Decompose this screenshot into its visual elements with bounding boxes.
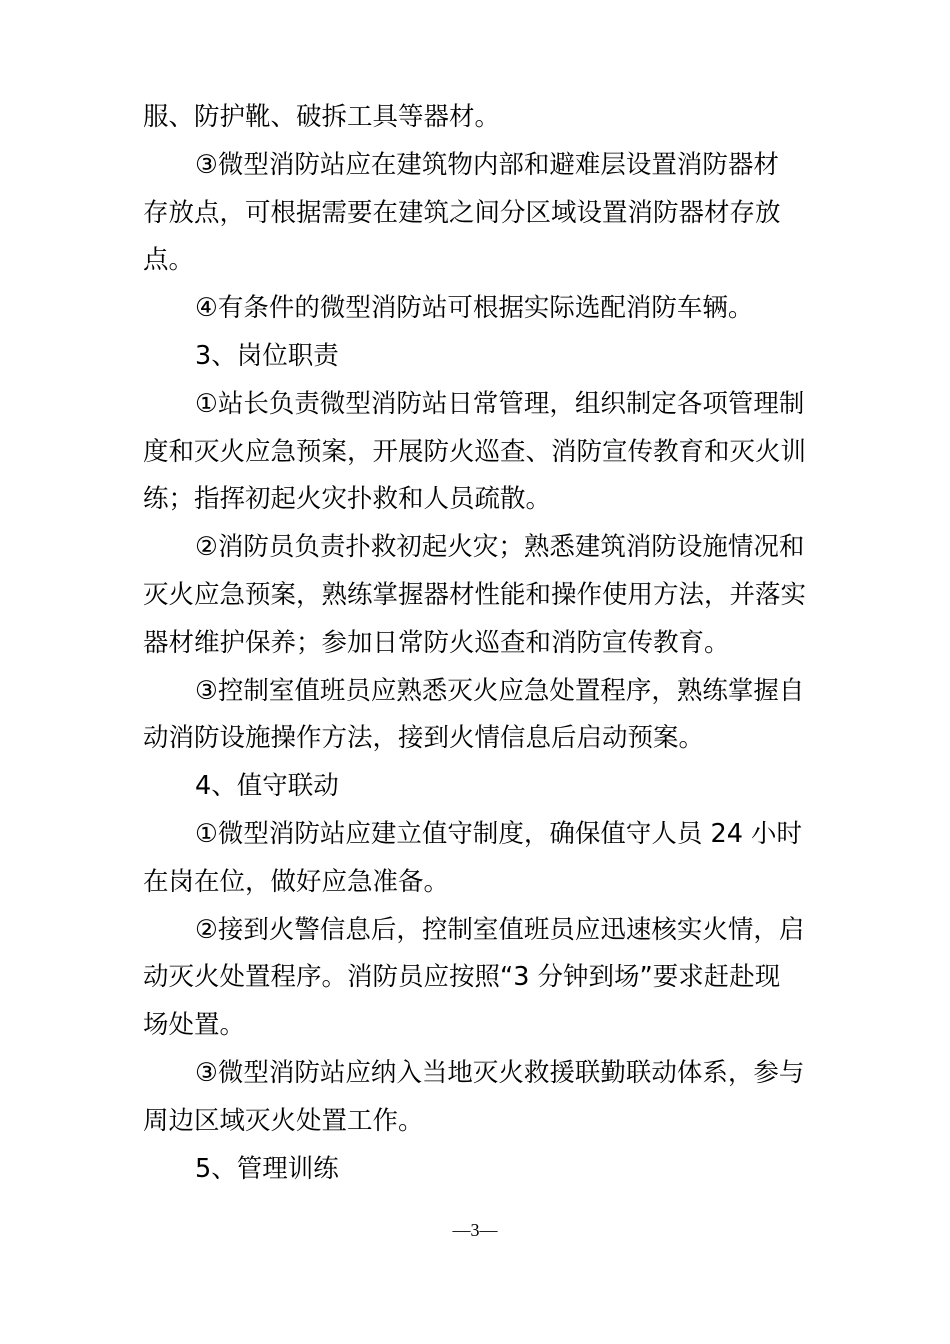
text-line: 器材维护保养；参加日常防火巡查和消防宣传教育。 <box>143 627 730 658</box>
paragraph-duty-system <box>143 811 806 907</box>
text-line: 灭火应急预案，熟练掌握器材性能和操作使用方法，并落实 <box>143 579 807 610</box>
text-line: 度和灭火应急预案，开展防火巡查、消防宣传教育和灭火训 <box>143 436 807 467</box>
text-line: ③微型消防站应在建筑物内部和避难层设置消防器材 <box>195 149 779 180</box>
paragraph-firefighter <box>143 524 806 667</box>
section-heading-training <box>143 1146 806 1194</box>
paragraph-continuation <box>143 94 806 142</box>
text-line: 场处置。 <box>143 1010 246 1041</box>
paragraph-fire-vehicles <box>143 285 806 333</box>
text-line: 练；指挥初起火灾扑救和人员疏散。 <box>143 484 552 515</box>
section-heading-duty-linkage <box>143 763 806 811</box>
section-heading-duties <box>143 333 806 381</box>
paragraph-joint-system <box>143 1050 806 1146</box>
text-line: ④有条件的微型消防站可根据实际选配消防车辆。 <box>195 293 754 324</box>
heading-line: 4、值守联动 <box>195 771 339 802</box>
text-line: 周边区域灭火处置工作。 <box>143 1105 424 1136</box>
text-line: 动消防设施操作方法，接到火情信息后启动预案。 <box>143 723 705 754</box>
text-line: ①站长负责微型消防站日常管理，组织制定各项管理制 <box>195 388 805 419</box>
heading-line: 5、管理训练 <box>195 1153 339 1184</box>
text-line: 动灭火处置程序。消防员应按照“3 分钟到场”要求赶赴现 <box>143 962 781 993</box>
text-line: ③控制室值班员应熟悉灭火应急处置程序，熟练掌握自 <box>195 675 805 706</box>
text-line: 存放点，可根据需要在建筑之间分区域设置消防器材存放 <box>143 197 781 228</box>
page-number: —3— <box>452 1220 498 1240</box>
text-line: ③微型消防站应纳入当地灭火救援联勤联动体系，参与 <box>195 1057 805 1088</box>
paragraph-alarm-response <box>143 907 806 1050</box>
text-line: 服、防护靴、破拆工具等器材。 <box>143 102 501 132</box>
text-line: 点。 <box>143 245 195 276</box>
text-line: ②接到火警信息后，控制室值班员应迅速核实火情，启 <box>195 914 805 945</box>
text-line: ①微型消防站应建立值守制度，确保值守人员 24 小时 <box>195 818 803 849</box>
text-line: ②消防员负责扑救初起火灾；熟悉建筑消防设施情况和 <box>195 532 805 563</box>
paragraph-control-room <box>143 668 806 764</box>
document-body <box>143 94 806 1193</box>
paragraph-station-chief <box>143 381 806 524</box>
text-line: 在岗在位，做好应急准备。 <box>143 866 450 897</box>
heading-line: 3、岗位职责 <box>195 340 339 371</box>
paragraph-equipment-storage <box>143 142 806 285</box>
